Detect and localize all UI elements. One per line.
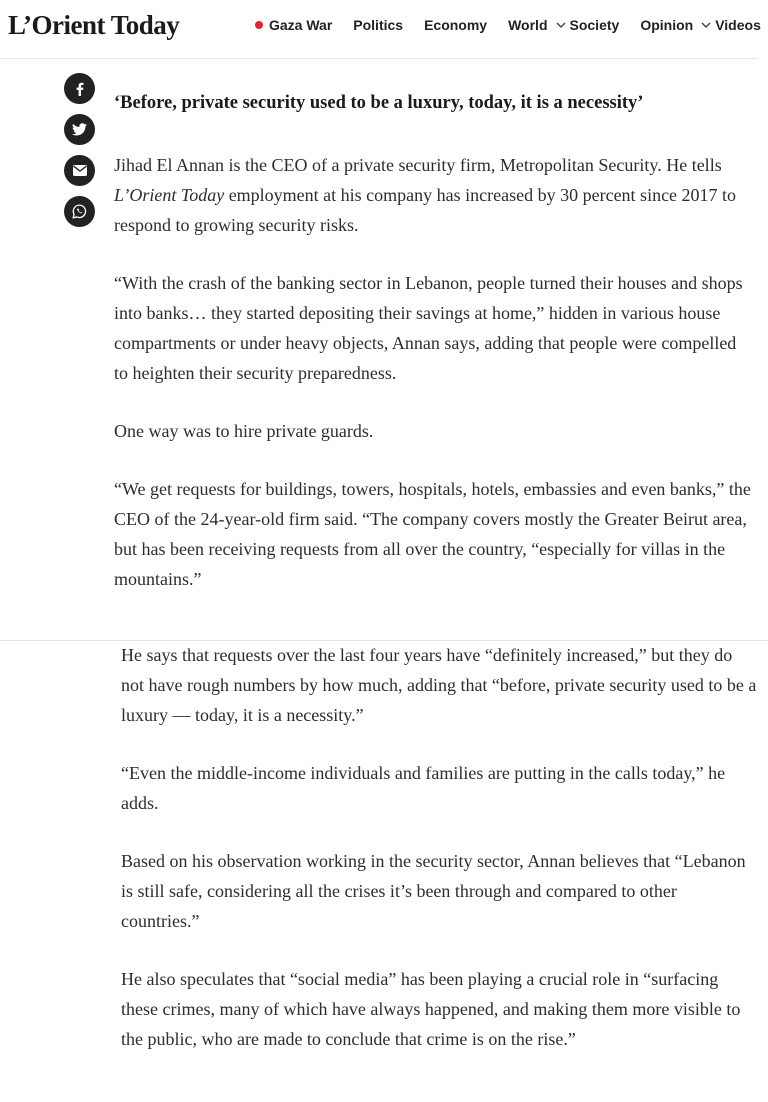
chevron-down-icon [701,20,711,30]
paragraph-text: employment at his company has increased by 30 percent since 2017 to respond to growing security risks. [114,185,737,235]
facebook-icon [73,82,87,96]
main-nav [255,17,761,33]
nav-item-label: Politics [353,17,404,33]
live-dot-icon [255,21,263,29]
site-header [0,0,761,59]
share-twitter-button[interactable] [64,114,95,145]
article-paragraph: “We get requests for buildings, towers, hospitals, hotels, embassies and even banks,” the CEO of the 24-year-old firm said. “The company covers mostly the Greater Beirut area, but has been receiving requests from all over the country, “especially for villas in the mountains.” [114,479,751,589]
paragraph-text: Jihad El Annan is the CEO of a private security firm, Metropolitan Security. He tells [114,155,722,175]
nav-item-label: Videos [715,17,761,33]
share-email-button[interactable] [64,155,95,186]
article-paragraph: He also speculates that “social media” has been playing a crucial role in “surfacing these crimes, many of which have always happened, and making them more visible to the public, who are made to conclude that crime is on the rise.” [121,969,741,1049]
nav-item-label: Economy [424,17,488,33]
article-paragraph: “With the crash of the banking sector in Lebanon, people turned their houses and shops into banks… they started depositing their savings at home,” hidden in various house compartments or under heavy objects, Annan says, adding that people were compelled to heighten their security preparedness. [114,273,743,383]
nav-item-society[interactable] [556,17,620,33]
nav-item-world[interactable] [508,17,547,33]
article-paragraph: He says that requests over the last four years have “definitely increased,” but they do not have rough numbers by how much, adding that “before, private security used to be a luxury — today, it is a necessity.” [121,645,757,725]
article-subhead: ‘Before, private security used to be a luxury, today, it is a necessity’ [114,93,644,113]
share-rail [64,73,95,237]
whatsapp-icon [72,204,87,219]
nav-item-economy[interactable] [424,17,487,33]
nav-item-label: World [508,17,548,33]
article-paragraph: Based on his observation working in the security sector, Annan believes that “Lebanon is still safe, considering all the crises it’s been through and compared to other countries.” [121,851,746,931]
nav-item-politics[interactable] [353,17,403,33]
email-icon [73,165,87,176]
publication-name: L’Orient Today [114,185,225,205]
article-body-continued [121,640,759,1082]
twitter-icon [72,123,87,136]
nav-item-label: Society [569,17,620,33]
site-logo[interactable]: L’Orient Today [8,10,180,40]
article-paragraph [114,150,754,240]
share-facebook-button[interactable] [64,73,95,104]
nav-item-videos[interactable] [701,17,761,33]
article-paragraph: One way was to hire private guards. [114,421,374,441]
nav-item-label: Opinion [640,17,694,33]
nav-item-gaza-war[interactable] [255,17,332,33]
chevron-down-icon [556,20,566,30]
nav-item-opinion[interactable] [640,17,693,33]
article-body [114,88,754,622]
article-paragraph: “Even the middle-income individuals and families are putting in the calls today,” he adds. [121,763,726,813]
share-whatsapp-button[interactable] [64,196,95,227]
nav-item-label: Gaza War [269,17,333,33]
